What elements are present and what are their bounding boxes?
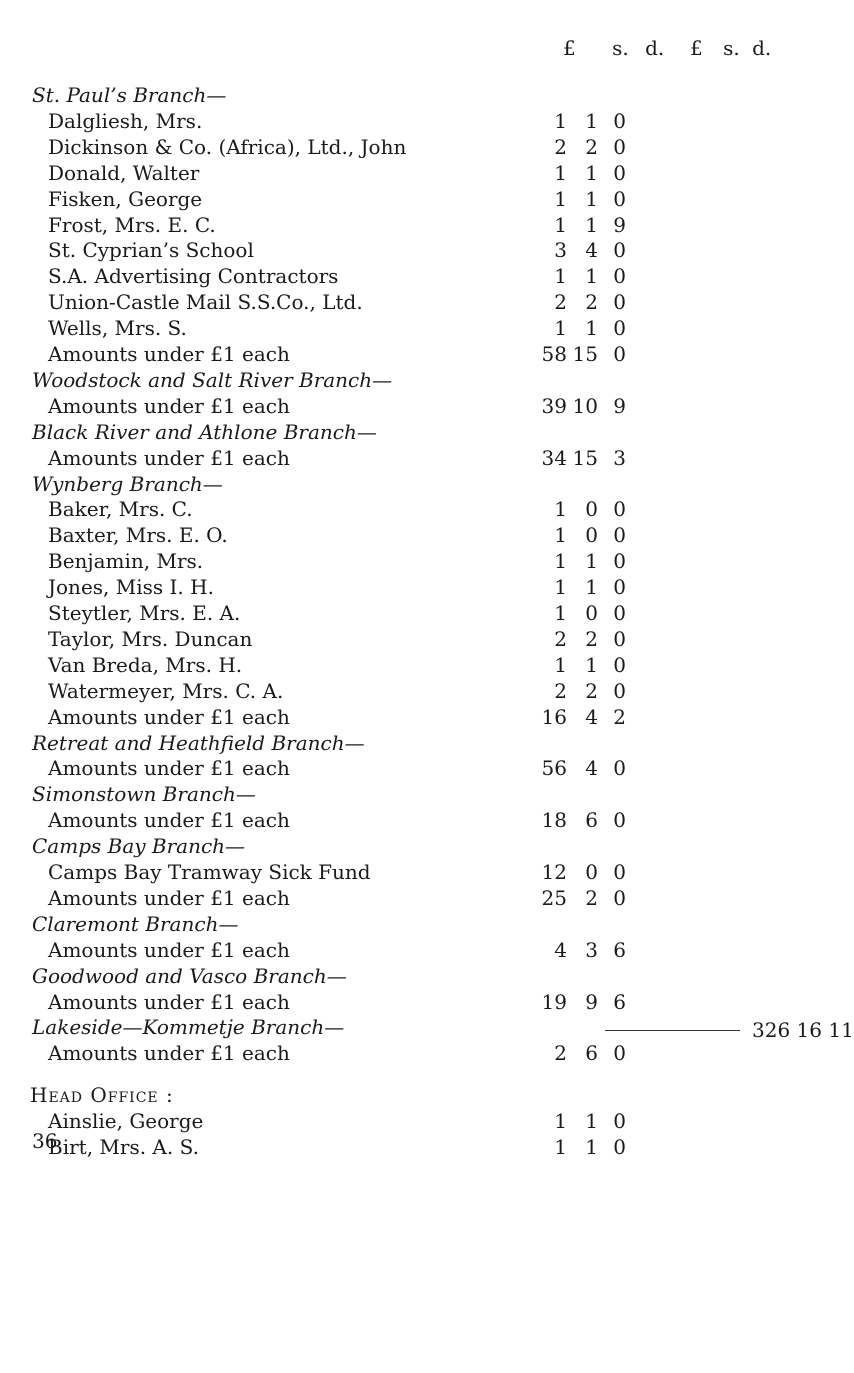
entry-label: Amounts under £1 each [48, 445, 290, 470]
pence-value: 0 [613, 316, 626, 341]
pence-value: 0 [613, 756, 626, 781]
pence-value: 0 [613, 860, 626, 884]
subtotal-amount: 326 16 11 [752, 1018, 854, 1042]
pence-value: 2 [613, 704, 626, 729]
pound-header: £ [690, 36, 703, 60]
pounds-value: 1 [554, 1109, 567, 1134]
shillings-value: 2 [585, 134, 598, 159]
section-label: Camps Bay Branch— [32, 834, 246, 859]
pence-value: 0 [613, 626, 626, 651]
pounds-value: 1 [554, 549, 567, 574]
pence-value: 9 [613, 212, 626, 237]
shillings-value: 0 [585, 523, 598, 548]
pence-value: 0 [613, 108, 626, 133]
pounds-value: 18 [541, 808, 567, 833]
shillings-value: 1 [585, 212, 598, 237]
entry-label: Van Breda, Mrs. H. [48, 652, 243, 677]
shillings-value: 1 [585, 575, 598, 600]
entry-label: Amounts under £1 each [48, 704, 290, 729]
entry-label: Dickinson & Co. (Africa), Ltd., John [48, 134, 407, 159]
shillings-value: 6 [585, 1041, 598, 1066]
shilling-header: s. [612, 36, 629, 60]
pounds-value: 2 [554, 1041, 567, 1066]
section-label: Goodwood and Vasco Branch— [32, 963, 347, 988]
pence-value: 0 [613, 549, 626, 574]
entry-label: Amounts under £1 each [48, 342, 290, 366]
shillings-value: 1 [585, 264, 598, 289]
pence-value: 0 [613, 601, 626, 625]
column-header-first [563, 36, 664, 60]
pounds-value: 1 [554, 497, 567, 522]
entry-label: Birt, Mrs. A. S. [48, 1135, 199, 1159]
entry-label: Dalgliesh, Mrs. [48, 108, 203, 133]
shillings-value: 3 [585, 937, 598, 962]
shillings-value: 1 [585, 549, 598, 574]
shillings-value: 2 [585, 885, 598, 910]
entry-label: Amounts under £1 each [48, 989, 290, 1014]
section-label: Lakeside—Kommetje Branch— [32, 1015, 345, 1040]
pence-value: 0 [613, 290, 626, 315]
entry-label: Union-Castle Mail S.S.Co., Ltd. [48, 290, 363, 315]
section-label: Head Office : [30, 1083, 174, 1108]
entry-label: Taylor, Mrs. Duncan [48, 626, 253, 651]
pence-value: 0 [613, 1135, 626, 1159]
pounds-value: 1 [554, 108, 567, 133]
pence-value: 0 [613, 523, 626, 548]
pence-value: 9 [613, 393, 626, 418]
pounds-value: 2 [554, 134, 567, 159]
pence-value: 3 [613, 445, 626, 470]
shillings-value: 2 [585, 626, 598, 651]
pence-value: 6 [613, 937, 626, 962]
shillings-value: 15 [572, 342, 598, 366]
section-label: Wynberg Branch— [32, 471, 223, 496]
page-number: 36 [32, 1129, 58, 1153]
shillings-value: 1 [585, 108, 598, 133]
pounds-value: 19 [541, 989, 567, 1014]
section-label: Black River and Athlone Branch— [32, 419, 377, 444]
pence-value: 0 [613, 497, 626, 522]
entry-label: Amounts under £1 each [48, 885, 290, 910]
pound-header: £ [563, 36, 576, 60]
ledger-row [0, 1038, 800, 1068]
pounds-value: 39 [541, 393, 567, 418]
pence-value: 0 [613, 1109, 626, 1134]
pence-value: 0 [613, 160, 626, 185]
entry-label: Baxter, Mrs. E. O. [48, 523, 228, 548]
pounds-value: 58 [541, 342, 567, 366]
entry-label: Donald, Walter [48, 160, 200, 185]
entry-label: Fisken, George [48, 186, 203, 211]
pounds-value: 1 [554, 186, 567, 211]
entry-label: Amounts under £1 each [48, 1041, 290, 1066]
shillings-value: 4 [585, 756, 598, 781]
section-label: Retreat and Heathfield Branch— [32, 730, 365, 755]
entry-label: Steytler, Mrs. E. A. [48, 601, 241, 625]
pence-value: 0 [613, 186, 626, 211]
shillings-value: 6 [585, 808, 598, 833]
shillings-value: 9 [585, 989, 598, 1014]
shillings-value: 0 [585, 497, 598, 522]
entry-label: Watermeyer, Mrs. C. A. [48, 678, 284, 703]
shillings-value: 1 [585, 1109, 598, 1134]
pounds-value: 1 [554, 264, 567, 289]
pounds-value: 4 [554, 937, 567, 962]
shillings-value: 2 [585, 290, 598, 315]
shillings-value: 4 [585, 238, 598, 263]
shillings-value: 4 [585, 704, 598, 729]
pounds-value: 3 [554, 238, 567, 263]
pounds-value: 2 [554, 678, 567, 703]
entry-label: St. Cyprian’s School [48, 238, 254, 263]
pounds-value: 1 [554, 316, 567, 341]
pence-value: 0 [613, 652, 626, 677]
shillings-value: 1 [585, 652, 598, 677]
pence-value: 0 [613, 885, 626, 910]
pence-value: 0 [613, 575, 626, 600]
entry-label: Jones, Miss I. H. [48, 575, 214, 600]
pounds-value: 25 [541, 885, 567, 910]
pounds-value: 16 [541, 704, 567, 729]
entry-label: Amounts under £1 each [48, 756, 290, 781]
pounds-value: 2 [554, 290, 567, 315]
column-header-second [690, 36, 771, 60]
pounds-value: 12 [541, 860, 567, 884]
shillings-value: 2 [585, 678, 598, 703]
pounds-value: 2 [554, 626, 567, 651]
pounds-value: 1 [554, 652, 567, 677]
pounds-value: 1 [554, 1135, 567, 1159]
entry-label: Camps Bay Tramway Sick Fund [48, 860, 371, 884]
pounds-value: 1 [554, 601, 567, 625]
shillings-value: 1 [585, 160, 598, 185]
pence-value: 0 [613, 238, 626, 263]
pounds-value: 1 [554, 212, 567, 237]
entry-label: Baker, Mrs. C. [48, 497, 193, 522]
shillings-value: 0 [585, 860, 598, 884]
shillings-value: 1 [585, 186, 598, 211]
pence-value: 0 [613, 678, 626, 703]
pounds-value: 1 [554, 523, 567, 548]
entry-label: Amounts under £1 each [48, 808, 290, 833]
pounds-value: 1 [554, 575, 567, 600]
section-label: Claremont Branch— [32, 911, 239, 936]
entry-label: Ainslie, George [48, 1109, 204, 1134]
pence-value: 0 [613, 342, 626, 366]
section-label: Simonstown Branch— [32, 782, 256, 807]
section-label: Woodstock and Salt River Branch— [32, 367, 393, 392]
subtotal-rule [605, 1030, 740, 1031]
pence-value: 0 [613, 1041, 626, 1066]
entry-label: Benjamin, Mrs. [48, 549, 204, 574]
shillings-value: 0 [585, 601, 598, 625]
shillings-value: 1 [585, 316, 598, 341]
shillings-value: 10 [572, 393, 598, 418]
shillings-value: 1 [585, 1135, 598, 1159]
entry-label: Frost, Mrs. E. C. [48, 212, 216, 237]
pence-header: d. [752, 36, 772, 60]
pence-value: 0 [613, 264, 626, 289]
entry-label: Amounts under £1 each [48, 393, 290, 418]
section-label: St. Paul’s Branch— [32, 83, 227, 107]
pence-value: 6 [613, 989, 626, 1014]
pounds-value: 1 [554, 160, 567, 185]
pounds-value: 34 [541, 445, 567, 470]
entry-label: S.A. Advertising Contractors [48, 264, 339, 289]
shillings-value: 15 [572, 445, 598, 470]
pence-value: 0 [613, 808, 626, 833]
pence-header: d. [645, 36, 665, 60]
shilling-header: s. [723, 36, 740, 60]
entry-label: Amounts under £1 each [48, 937, 290, 962]
pence-value: 0 [613, 134, 626, 159]
ledger-row [0, 1132, 800, 1162]
entry-label: Wells, Mrs. S. [48, 316, 187, 341]
pounds-value: 56 [541, 756, 567, 781]
